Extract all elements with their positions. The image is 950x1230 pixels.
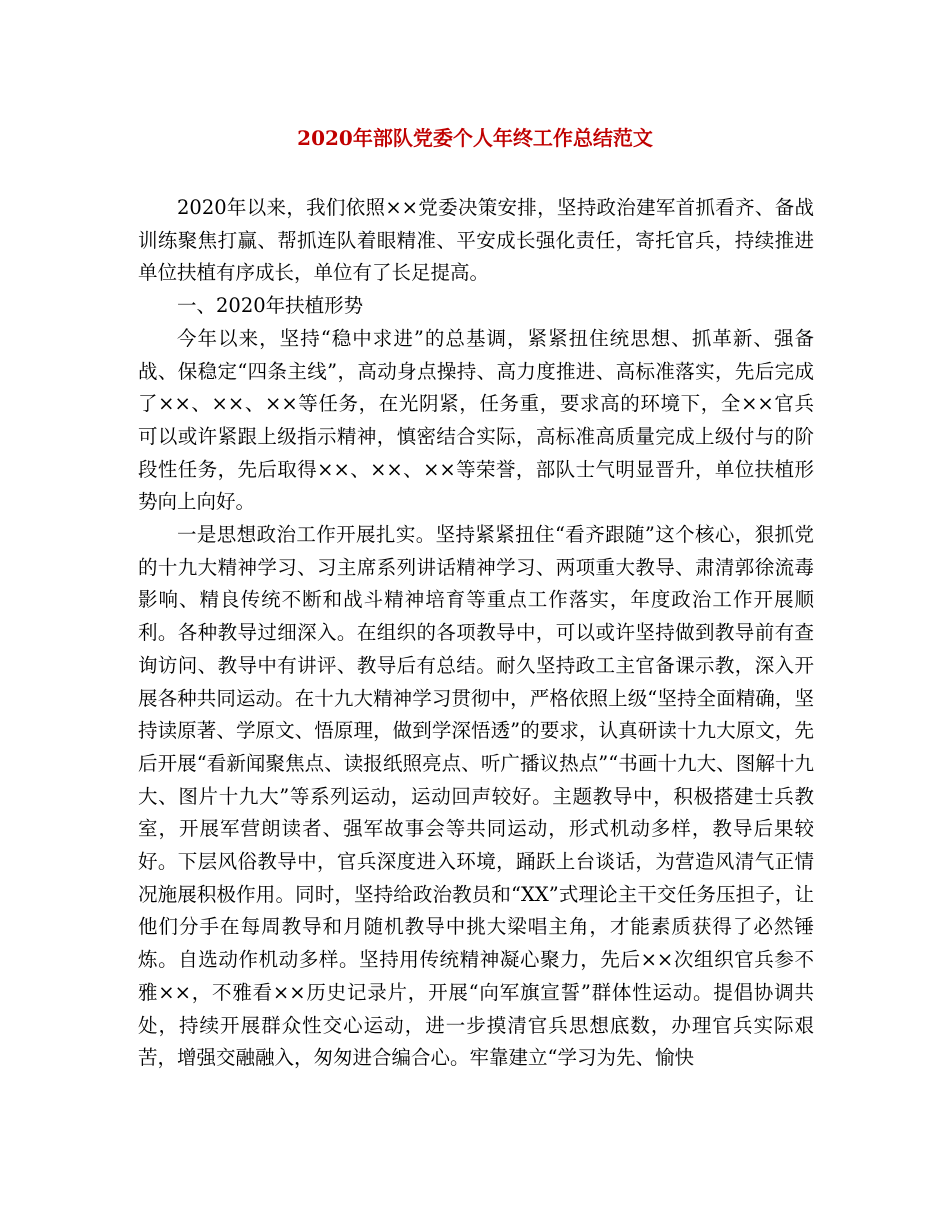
document-body [138, 192, 814, 1075]
document-title: 2020年部队党委个人年终工作总结范文 [297, 126, 653, 150]
section-heading: 一、2020年扶植形势 [177, 294, 364, 318]
paragraph-intro: 2020年以来，我们依照××党委决策安排，坚持政治建军首抓看齐、备战训练聚焦打赢、帮抓连队着眼精准、平安成长强化责任，寄托官兵，持续推进单位扶植有序成长，单位有了长足提高。 [138, 196, 814, 285]
paragraph-situation: 今年以来，坚持“稳中求进”的总基调，紧紧扭住统思想、抓革新、强备战、保稳定“四条主线”，高动身点操持、高力度推进、高标准落实，先后完成了××、××、××等任务，在光阴紧，任务重，要求高的环境下，全××官兵可以或许紧跟上级指示精神，慎密结合实际，高标准高质量完成上级付与的阶段性任务，先后取得××、××、××等荣誉，部队士气明显晋升，单位扶植形势向上向好。 [138, 326, 814, 514]
paragraph-political-work: 一是思想政治工作开展扎实。坚持紧紧扭住“看齐跟随”这个核心，狠抓党的十九大精神学习、习主席系列讲话精神学习、两项重大教导、肃清郭徐流毒影响、精良传统不断和战斗精神培育等重点工作落实，年度政治工作开展顺利。各种教导过细深入。在组织的各项教导中，可以或许坚持做到教导前有查询访问、教导中有讲评、教导后有总结。耐久坚持政工主官备课示教，深入开展各种共同运动。在十九大精神学习贯彻中，严格依照上级“坚持全面精确，坚持读原著、学原文、悟原理，做到学深悟透”的要求，认真研读十九大原文，先后开展“看新闻聚焦点、读报纸照亮点、听广播议热点”“书画十九大、图解十九大、图片十九大”等系列运动，运动回声较好。主题教导中，积极搭建士兵教室，开展军营朗读者、强军故事会等共同运动，形式机动多样，教导后果较好。下层风俗教导中，官兵深度进入环境，踊跃上台谈话，为营造风清气正情况施展积极作用。同时，坚持给政治教员和“XX”式理论主干交任务压担子，让他们分手在每周教导和月随机教导中挑大梁唱主角，才能素质获得了必然锤炼。自选动作机动多样。坚持用传统精神凝心聚力，先后××次组织官兵参不雅××，不雅看××历史记录片，开展“向军旗宣誓”群体性运动。提倡协调共处，持续开展群众性交心运动，进一步摸清官兵思想底数，办理官兵实际艰苦，增强交融融入，匆匆进合编合心。牢靠建立“学习为先、愉快 [138, 523, 814, 1070]
